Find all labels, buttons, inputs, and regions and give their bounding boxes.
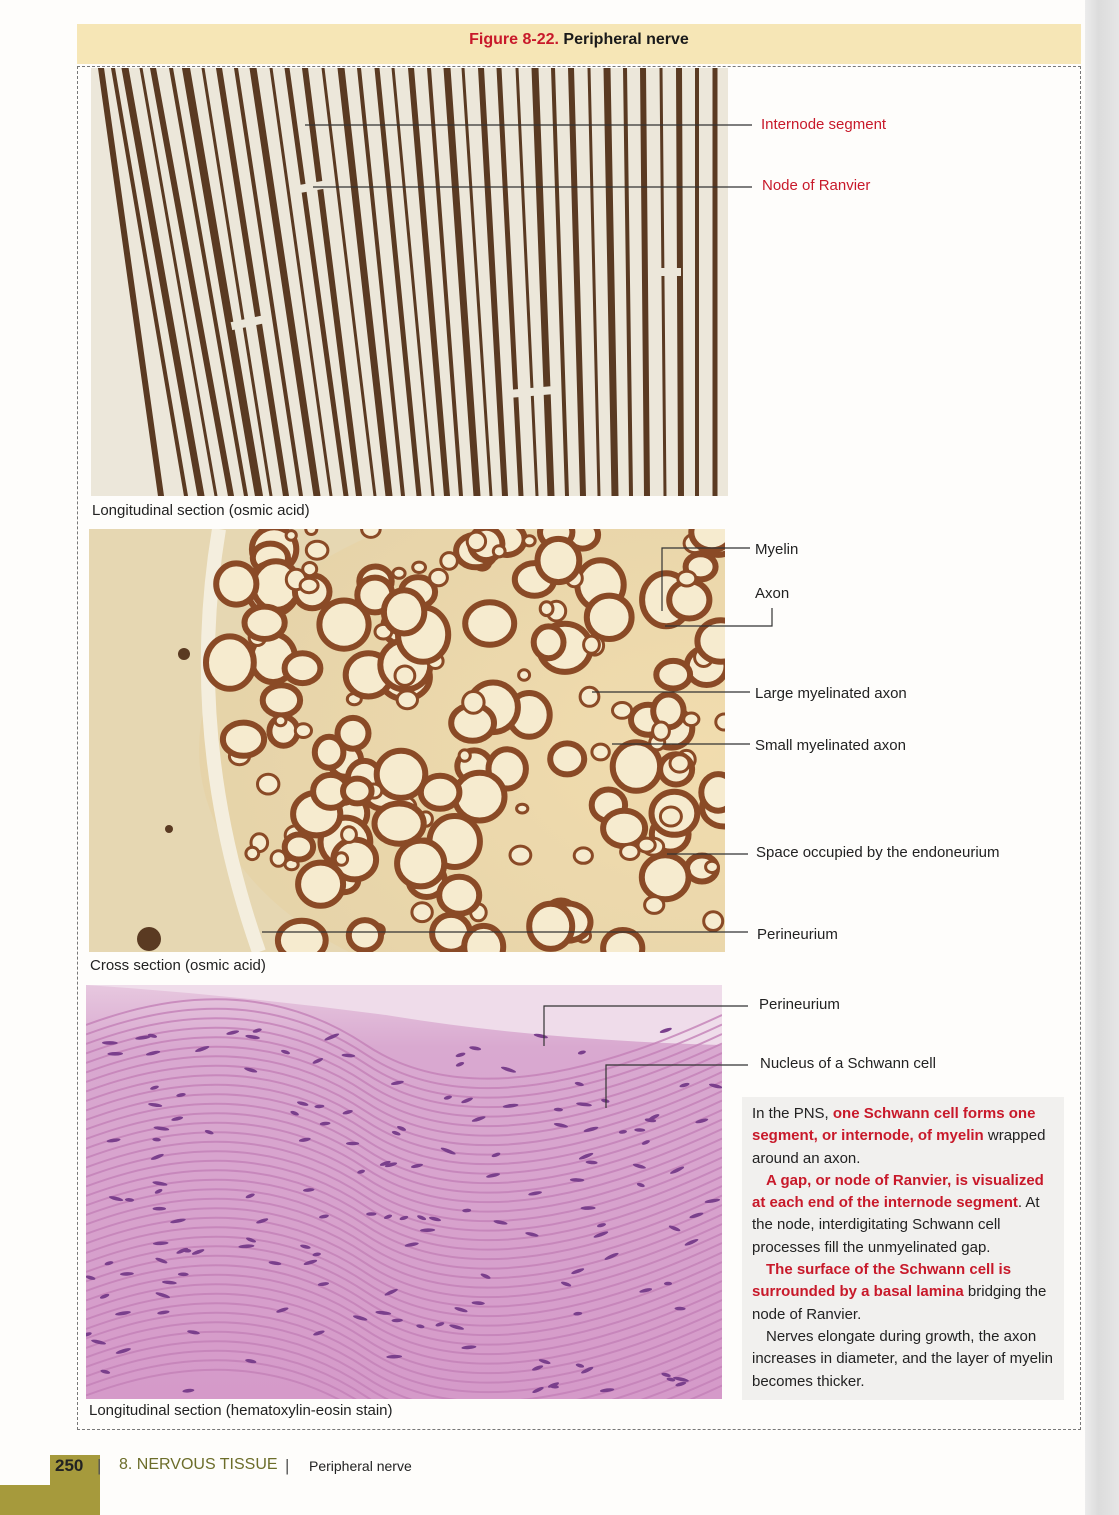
explanation-box — [742, 1097, 1064, 1400]
label-perineurium-he: Perineurium — [759, 996, 840, 1013]
label-large-myelinated-axon: Large myelinated axon — [755, 685, 907, 702]
caption-longitudinal-he: Longitudinal section (hematoxylin-eosin stain) — [89, 1402, 393, 1419]
caption-cross-section: Cross section (osmic acid) — [90, 957, 266, 974]
caption-longitudinal-osmic: Longitudinal section (osmic acid) — [92, 502, 310, 519]
footer-divider: | — [285, 1456, 290, 1475]
explanation-paragraph: A gap, or node of Ranvier, is visualized at each end of the internode segment. At the node, interdigitating Schwann cell processes fill the unmyelinated gap. — [752, 1171, 1044, 1256]
label-perineurium-cross: Perineurium — [757, 926, 838, 943]
section-title: Peripheral nerve — [309, 1458, 412, 1474]
explanation-paragraph: Nerves elongate during growth, the axon increases in diameter, and the layer of myelin becomes thicker. — [752, 1327, 1053, 1390]
footer-divider: | — [97, 1456, 102, 1475]
figure-name: Peripheral nerve — [563, 31, 689, 48]
label-small-myelinated-axon: Small myelinated axon — [755, 737, 906, 754]
label-node-of-ranvier: Node of Ranvier — [762, 177, 871, 194]
figure-number: Figure 8-22. — [469, 31, 559, 48]
chapter-title: 8. NERVOUS TISSUE — [119, 1456, 278, 1473]
label-endoneurium-space: Space occupied by the endoneurium — [756, 844, 1000, 861]
label-axon: Axon — [755, 585, 790, 602]
label-internode-segment: Internode segment — [761, 116, 887, 133]
explanation-paragraph: The surface of the Schwann cell is surrounded by a basal lamina bridging the node of Ranvier. — [752, 1261, 1047, 1323]
page-number: 250 — [55, 1456, 84, 1475]
label-schwann-nucleus: Nucleus of a Schwann cell — [760, 1055, 936, 1072]
explanation-paragraph: In the PNS, one Schwann cell forms one segment, or internode, of myelin wrapped around an axon. — [752, 1105, 1046, 1167]
footer-tab-cutout — [0, 1455, 50, 1485]
label-myelin: Myelin — [755, 541, 799, 558]
